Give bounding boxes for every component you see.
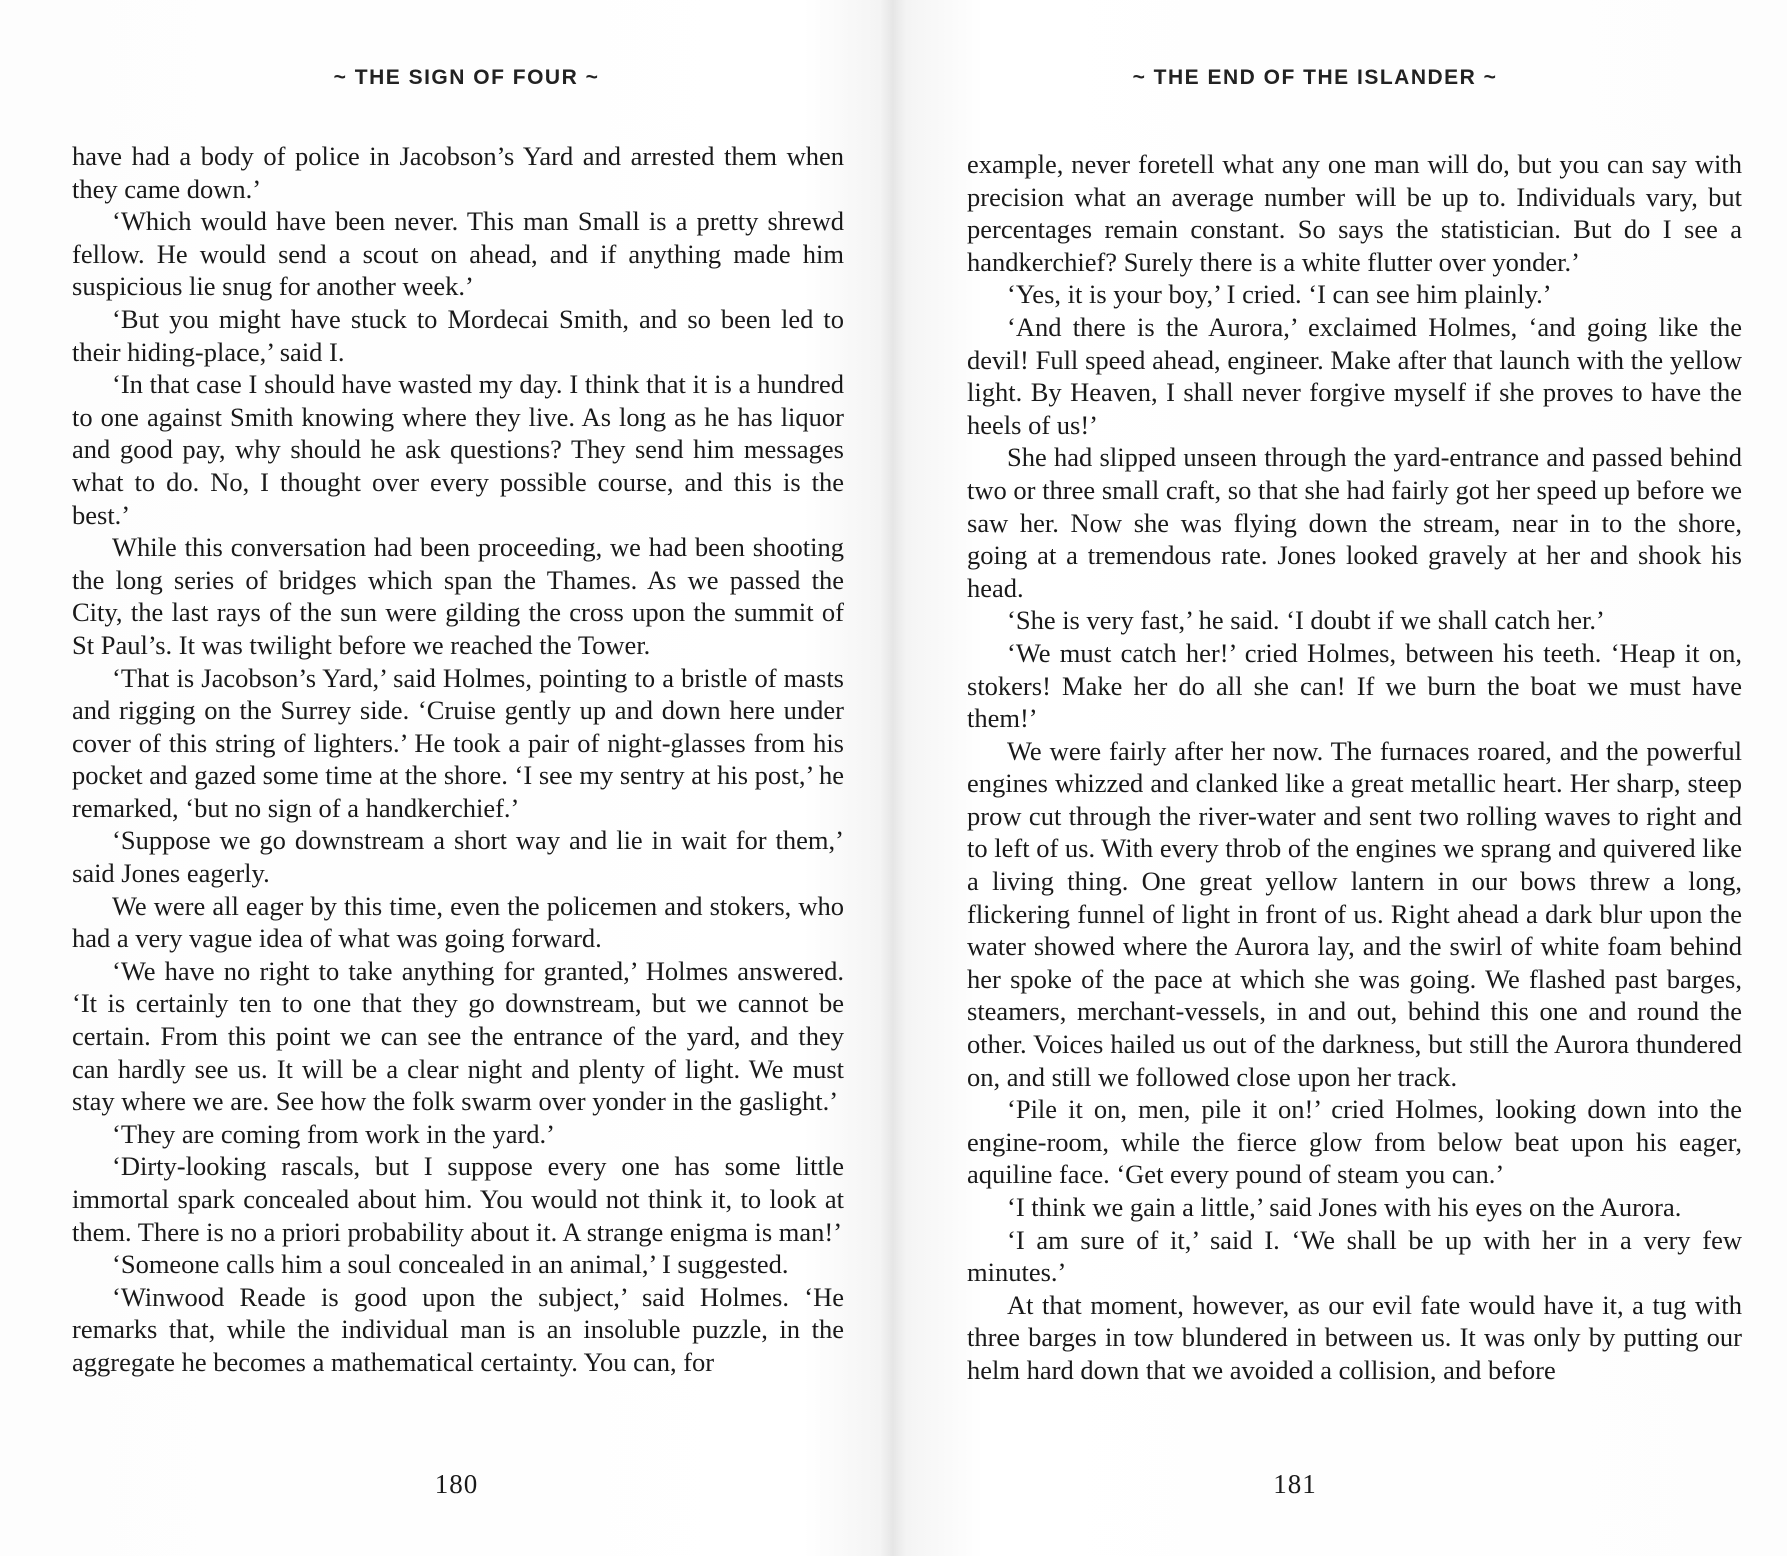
right-paragraph-6: ‘We must catch her!’ cried Holmes, between his teeth. ‘Heap it on, stokers! Make her do all she can! If we burn the boat we must have them!’ [967,637,1742,734]
right-paragraph-7: We were fairly after her now. The furnaces roared, and the powerful engines whizzed and clanked like a great metallic heart. Her sharp, steep prow cut through the river-water and sent two rolling waves to right and to left of us. With every throb of the engines we sprang and quivered like a living thing. One great yellow lantern in our bows threw a long, flickering funnel of light in front of us. Right ahead a dark blur upon the water showed where the Aurora lay, and the swirl of white foam behind her spoke of the pace at which she was going. We flashed past barges, steamers, merchant-vessels, in and out, behind this one and round the other. Voices hailed us out of the darkness, but still the Aurora thundered on, and still we followed close upon her track. [967,735,1742,1092]
right-paragraph-1: example, never foretell what any one man will do, but you can say with precision what an average number will be up to. Individuals vary, but percentages remain constant. So says the statistician. But do I see a handkerchief? Surely there is a white flutter over yonder.’ [967,149,1742,277]
left-paragraph-4: ‘In that case I should have wasted my day. I think that it is a hundred to one against Smith knowing where they live. As long as he has liquor and good pay, why should he ask questions? They send him messages what to do. No, I thought over every possible course, and this is the best.’ [72,369,844,530]
right-page [893,0,1787,1556]
left-paragraph-9: ‘We have no right to take anything for granted,’ Holmes answered. ‘It is certainly ten to one that they go downstream, but we cannot be certain. From this point we can see the entrance of the yard, and they can hardly see us. It will be a clear night and plenty of light. We must stay where we are. See how the folk swarm over yonder in the gaslight.’ [72,955,844,1117]
right-paragraph-2: ‘Yes, it is your boy,’ I cried. ‘I can see him plainly.’ [1007,279,1552,310]
right-running-head: ~ THE END OF THE ISLANDER ~ [1132,66,1498,89]
left-paragraph-7: ‘Suppose we go downstream a short way and lie in wait for them,’ said Jones eagerly. [72,825,844,889]
left-page-number: 180 [434,1469,479,1499]
right-paragraph-5: ‘She is very fast,’ he said. ‘I doubt if we shall catch her.’ [1007,605,1605,636]
left-paragraph-11: ‘Dirty-looking rascals, but I suppose every one has some little immortal spark concealed about him. You would not think it, to look at them. There is no a priori probability about it. A strange enigma is man!’ [72,1151,844,1247]
left-paragraph-12: ‘Someone calls him a soul concealed in an animal,’ I suggested. [112,1249,789,1280]
left-paragraph-2: ‘Which would have been never. This man Small is a pretty shrewd fellow. He would send a scout on ahead, and if anything made him suspicious lie snug for another week.’ [72,206,844,302]
left-page-text [72,140,844,1379]
left-paragraph-5: While this conversation had been proceeding, we had been shooting the long series of bridges which span the Thames. As we passed the City, the last rays of the sun were gilding the cross upon the summit of St Paul’s. It was twilight before we reached the Tower. [72,532,844,660]
right-paragraph-11: At that moment, however, as our evil fate would have it, a tug with three barges in tow blundered in between us. It was only by putting our helm hard down that we avoided a collision, and before [967,1289,1742,1385]
left-paragraph-8: We were all eager by this time, even the policemen and stokers, who had a very vague idea of what was going forward. [72,890,844,954]
right-paragraph-3: ‘And there is the Aurora,’ exclaimed Holmes, ‘and going like the devil! Full speed ahead, engineer. Make after that launch with the yellow light. By Heaven, I shall never forgive myself if she proves to have the heels of us!’ [967,311,1742,440]
left-paragraph-6: ‘That is Jacobson’s Yard,’ said Holmes, pointing to a bristle of masts and rigging on the Surrey side. ‘Cruise gently up and down here under cover of this string of lighters.’ He took a pair of night-glasses from his pocket and gazed some time at the shore. ‘I see my sentry at his post,’ he remarked, ‘but no sign of a handkerchief.’ [72,662,844,823]
left-running-head: ~ THE SIGN OF FOUR ~ [333,66,600,89]
left-page [0,0,893,1556]
right-page-number: 181 [1273,1469,1317,1499]
right-paragraph-4: She had slipped unseen through the yard-entrance and passed behind two or three small craft, so that she had fairly got her speed up before we saw her. Now she was flying down the stream, near in to the shore, going at a tremendous rate. Jones looked gravely at her and shook his head. [967,442,1742,603]
left-paragraph-1: have had a body of police in Jacobson’s Yard and arrested them when they came down.’ [72,141,844,204]
left-paragraph-10: ‘They are coming from work in the yard.’ [112,1118,555,1149]
right-paragraph-9: ‘I think we gain a little,’ said Jones with his eyes on the Aurora. [1007,1192,1682,1222]
right-paragraph-8: ‘Pile it on, men, pile it on!’ cried Holmes, looking down into the engine-room, while the fierce glow from below beat upon his eager, aquiline face. ‘Get every pound of steam you can.’ [967,1094,1742,1190]
left-paragraph-3: ‘But you might have stuck to Mordecai Smith, and so been led to their hiding-place,’ said I. [72,303,844,367]
right-page-text [967,148,1742,1387]
left-paragraph-13: ‘Winwood Reade is good upon the subject,’ said Holmes. ‘He remarks that, while the individual man is an insoluble puzzle, in the aggregate he becomes a mathematical certainty. You can, for [72,1281,844,1377]
right-paragraph-10: ‘I am sure of it,’ said I. ‘We shall be up with her in a very few minutes.’ [967,1224,1742,1288]
